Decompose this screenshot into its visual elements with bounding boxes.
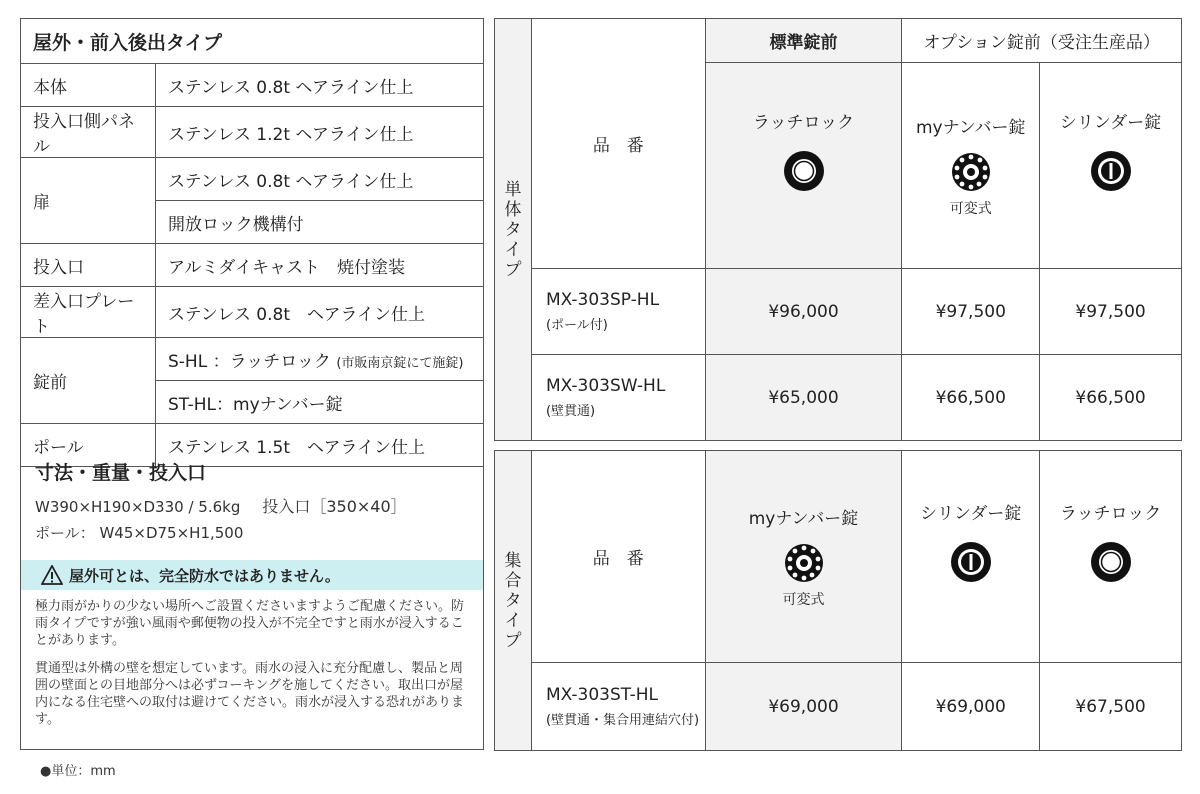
lock-note: (市販南京錠にて施錠) <box>336 355 464 371</box>
spec-table <box>20 18 484 467</box>
product-sub: (壁貫通・集合用連結穴付) <box>545 713 700 728</box>
variable-label: 可変式 <box>949 201 992 217</box>
lock-name: myナンバー錠 <box>748 509 859 529</box>
lock-cell <box>1040 451 1182 663</box>
lock-cell <box>902 451 1040 663</box>
product-code-cell <box>531 355 705 441</box>
price-cell: ¥96,000 <box>705 269 902 355</box>
lock-name: ラッチロック <box>752 113 855 133</box>
product-code-cell <box>531 269 705 355</box>
standard-lock-header: 標準錠前 <box>705 19 902 63</box>
spec-value: ステンレス 1.2t ヘアライン仕上 <box>156 107 484 158</box>
spec-key: 差入口プレート <box>21 287 156 338</box>
spec-key: 投入口 <box>21 244 156 287</box>
dims-pole: ポール： W45×D75×H1,500 <box>35 524 244 542</box>
warning-banner <box>21 560 483 590</box>
spec-value: ステンレス 0.8t ヘアライン仕上 <box>156 287 484 338</box>
spec-value: ステンレス 0.8t ヘアライン仕上 <box>156 64 484 107</box>
side-label-single <box>495 19 532 441</box>
side-char: プ <box>504 630 522 651</box>
spec-key: ポール <box>21 424 156 467</box>
spec-value: ステンレス 0.8t ヘアライン仕上 <box>156 158 484 201</box>
hinban-label: 品 番 <box>531 451 705 663</box>
single-type-table <box>494 18 1182 441</box>
group-type-table <box>494 450 1182 751</box>
lock-cell <box>1040 63 1182 269</box>
dimensions-box <box>20 448 484 750</box>
latch-lock-icon <box>1089 540 1133 584</box>
dims-inlet: 投入口［350×40］ <box>262 497 407 516</box>
lock-cell <box>902 63 1040 269</box>
variable-label: 可変式 <box>782 592 825 608</box>
spec-value: ステンレス 1.5t ヘアライン仕上 <box>156 424 484 467</box>
cylinder-lock-icon <box>949 540 993 584</box>
lock-s-hl: S-HL ：ラッチロック <box>168 351 331 372</box>
side-char: タ <box>504 590 522 611</box>
lock-cell <box>705 63 902 269</box>
lock-name: シリンダー錠 <box>920 504 1022 524</box>
number-dial-icon <box>951 152 991 192</box>
price-cell: ¥69,000 <box>705 663 902 751</box>
lock-name: myナンバー錠 <box>915 118 1026 138</box>
price-cell: ¥97,500 <box>1040 269 1182 355</box>
spec-key: 錠前 <box>21 338 156 424</box>
side-char: 単 <box>504 179 522 200</box>
spec-value: 開放ロック機構付 <box>156 201 484 244</box>
lock-cell <box>705 451 902 663</box>
side-char: プ <box>504 259 522 280</box>
product-code: MX-303ST-HL <box>545 685 658 705</box>
side-char: 合 <box>504 570 522 591</box>
lock-name: シリンダー錠 <box>1059 113 1162 133</box>
product-sub: (壁貫通) <box>545 404 596 419</box>
unit-note: ●単位：mm <box>40 764 116 779</box>
side-char: タ <box>504 219 522 240</box>
price-cell: ¥66,500 <box>1040 355 1182 441</box>
price-cell: ¥67,500 <box>1040 663 1182 751</box>
price-cell: ¥97,500 <box>902 269 1040 355</box>
product-sub: (ポール付) <box>545 318 608 333</box>
note-paragraph-1: 極力雨がかりの少ない場所へご設置くださいますようご配慮ください。防雨タイプですが強い風雨や郵便物の投入が不完全ですと雨水が浸入することがあります。 <box>35 599 465 648</box>
side-char: 体 <box>504 199 522 220</box>
dims-line1 <box>35 494 407 517</box>
spec-title: 屋外・前入後出タイプ <box>21 19 484 64</box>
lock-name: ラッチロック <box>1059 504 1162 524</box>
side-char: イ <box>504 610 522 631</box>
hinban-label: 品 番 <box>531 19 705 269</box>
side-label-group <box>495 451 532 751</box>
product-code-cell <box>531 663 705 751</box>
warning-text: 屋外可とは、完全防水ではありません。 <box>69 566 340 585</box>
spec-value: アルミダイキャスト 焼付塗装 <box>156 244 484 287</box>
spec-value: ST-HL：myナンバー錠 <box>156 381 484 424</box>
product-code: MX-303SP-HL <box>545 290 660 310</box>
spec-value <box>156 338 484 381</box>
side-char: イ <box>504 239 522 260</box>
spec-key: 扉 <box>21 158 156 244</box>
number-dial-icon <box>784 543 824 583</box>
note-paragraph-2: 貫通型は外構の壁を想定しています。雨水の浸入に充分配慮し、製品と周囲の壁面との目地部分へは必ずコーキングを施してください。取出口が屋内になる住宅壁への取付は避けてください。雨水が浸入する恐れがあります。 <box>35 661 465 727</box>
option-lock-header: オプション錠前（受注生産品） <box>902 19 1182 63</box>
product-code: MX-303SW-HL <box>545 376 666 396</box>
price-cell: ¥66,500 <box>902 355 1040 441</box>
cylinder-lock-icon <box>1089 149 1133 193</box>
warning-triangle-icon <box>41 565 63 585</box>
side-char: 集 <box>504 550 522 571</box>
dims-size: W390×H190×D330 / 5.6kg <box>35 498 241 516</box>
spec-key: 投入口側パネル <box>21 107 156 158</box>
price-cell: ¥69,000 <box>902 663 1040 751</box>
dims-title: 寸法・重量・投入口 <box>35 462 207 484</box>
price-cell: ¥65,000 <box>705 355 902 441</box>
spec-key: 本体 <box>21 64 156 107</box>
latch-lock-icon <box>782 149 826 193</box>
